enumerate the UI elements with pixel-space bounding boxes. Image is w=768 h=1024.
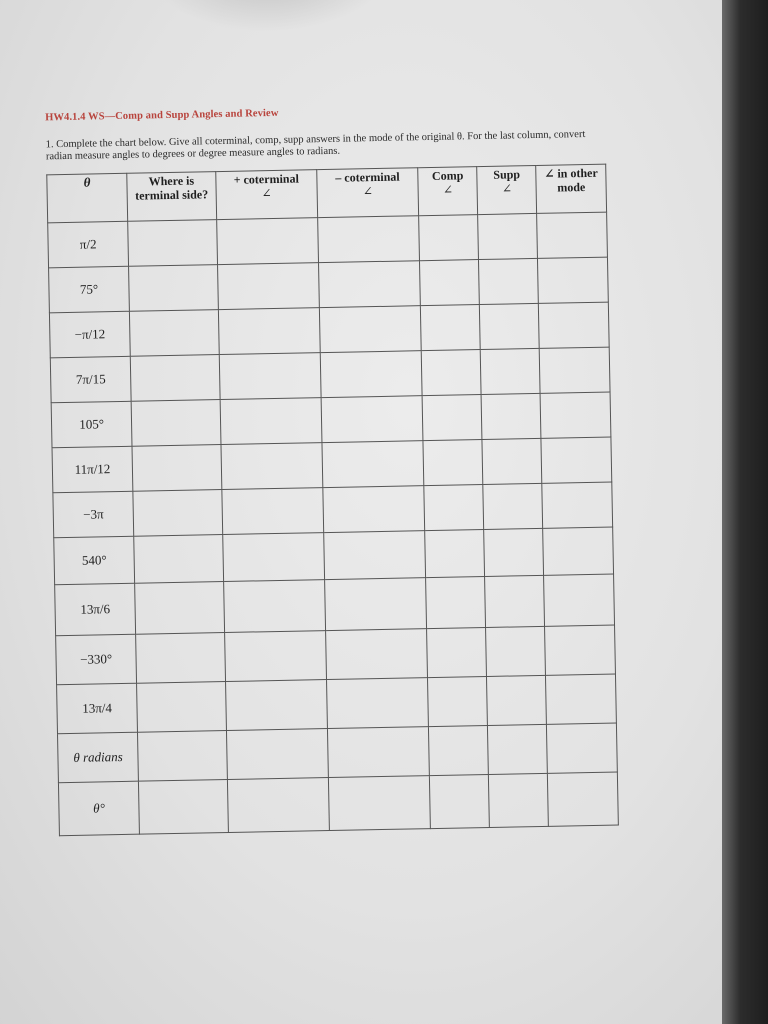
answer-cell[interactable] (221, 443, 323, 490)
instructions: 1. Complete the chart below. Give all coterminal, comp, supp answers in the mode of the original θ. For the last column, convert radian measure angles to degrees or degree measure angles to radians. (45, 128, 586, 163)
answer-cell[interactable] (419, 215, 479, 261)
theta-cell (48, 221, 129, 268)
angle-icon: ∠ (442, 182, 454, 197)
header-supp: Supp ∠ (477, 165, 537, 214)
theta-value: 540° (81, 552, 107, 568)
theta-value: −π/12 (74, 326, 106, 342)
answer-cell[interactable] (488, 724, 548, 774)
theta-cell (50, 356, 131, 403)
theta-value: 75° (79, 281, 99, 297)
theta-cell (52, 446, 133, 493)
answer-cell[interactable] (128, 220, 217, 267)
answer-cell[interactable] (321, 396, 423, 443)
answer-cell[interactable] (130, 355, 219, 402)
answer-cell[interactable] (423, 440, 483, 486)
answer-cell[interactable] (327, 727, 429, 778)
table-row (58, 772, 618, 836)
answer-cell[interactable] (422, 395, 482, 441)
theta-value: −330° (79, 651, 113, 667)
header-comp: Comp ∠ (418, 167, 478, 216)
answer-cell[interactable] (427, 627, 487, 677)
answer-cell[interactable] (325, 578, 427, 631)
theta-cell (58, 732, 139, 783)
theta-cell (56, 634, 137, 685)
theta-value: 7π/15 (75, 371, 106, 387)
answer-cell[interactable] (134, 535, 223, 584)
theta-cell (49, 311, 130, 358)
angles-chart (46, 164, 619, 837)
answer-cell[interactable] (135, 582, 225, 635)
answer-cell[interactable] (425, 530, 485, 578)
header-theta: θ (47, 173, 128, 223)
answer-cell[interactable] (546, 674, 617, 724)
answer-cell[interactable] (131, 400, 220, 447)
answer-cell[interactable] (430, 774, 490, 828)
theta-cell (58, 781, 139, 836)
answer-cell[interactable] (485, 575, 545, 627)
answer-cell[interactable] (429, 725, 489, 775)
theta-value: π/2 (79, 236, 97, 252)
answer-cell[interactable] (130, 310, 219, 357)
answer-cell[interactable] (487, 675, 547, 725)
answer-cell[interactable] (129, 265, 218, 312)
answer-cell[interactable] (138, 731, 228, 782)
answer-cell[interactable] (324, 531, 426, 580)
answer-cell[interactable] (545, 625, 616, 675)
answer-cell[interactable] (540, 392, 610, 438)
answer-cell[interactable] (479, 258, 539, 304)
answer-cell[interactable] (139, 779, 229, 834)
theta-value: θ° (93, 800, 105, 816)
answer-cell[interactable] (328, 776, 430, 831)
answer-cell[interactable] (537, 212, 607, 258)
answer-cell[interactable] (318, 216, 420, 263)
answer-cell[interactable] (223, 580, 325, 633)
worksheet-title: HW4.1.4 WS—Comp and Supp Angles and Review (45, 107, 279, 124)
angle-icon: ∠ (501, 181, 513, 196)
answer-cell[interactable] (320, 351, 422, 398)
answer-cell[interactable] (322, 441, 424, 488)
answer-cell[interactable] (480, 303, 540, 349)
answer-cell[interactable] (489, 773, 549, 827)
answer-cell[interactable] (424, 485, 484, 531)
header-where: Where is terminal side? (127, 172, 216, 222)
answer-cell[interactable] (323, 486, 425, 533)
theta-cell (54, 536, 135, 585)
answer-cell[interactable] (224, 631, 326, 682)
chart-body (48, 212, 619, 836)
answer-cell[interactable] (226, 729, 328, 780)
answer-cell[interactable] (132, 445, 221, 492)
answer-cell[interactable] (216, 218, 318, 265)
answer-cell[interactable] (222, 488, 324, 535)
answer-cell[interactable] (319, 306, 421, 353)
theta-cell (55, 583, 136, 636)
answer-cell[interactable] (222, 533, 324, 582)
answer-cell[interactable] (327, 678, 429, 729)
answer-cell[interactable] (544, 574, 615, 626)
answer-cell[interactable] (540, 347, 610, 393)
answer-cell[interactable] (225, 680, 327, 731)
header-other-mode: ∠ in other mode (536, 164, 607, 213)
theta-value: 13π/6 (80, 601, 111, 617)
answer-cell[interactable] (136, 633, 226, 684)
answer-cell[interactable] (484, 528, 544, 576)
theta-cell (49, 266, 130, 313)
theta-cell (53, 491, 134, 538)
answer-cell[interactable] (541, 437, 611, 483)
answer-cell[interactable] (482, 438, 542, 484)
answer-cell[interactable] (220, 398, 322, 445)
answer-cell[interactable] (218, 308, 320, 355)
answer-cell[interactable] (478, 213, 538, 259)
theta-value: 13π/4 (82, 700, 113, 716)
shadow (149, 0, 391, 34)
answer-cell[interactable] (481, 348, 541, 394)
answer-cell[interactable] (543, 527, 614, 575)
answer-cell[interactable] (547, 723, 618, 773)
worksheet-content (45, 100, 699, 836)
answer-cell[interactable] (421, 305, 481, 351)
header-minus-coterminal: – coterminal ∠ (317, 168, 419, 218)
answer-cell[interactable] (483, 483, 543, 529)
answer-cell[interactable] (227, 778, 329, 833)
theta-cell (57, 683, 138, 734)
answer-cell[interactable] (539, 302, 609, 348)
answer-cell[interactable] (319, 261, 421, 308)
answer-cell[interactable] (219, 353, 321, 400)
answer-cell[interactable] (426, 577, 486, 629)
answer-cell[interactable] (538, 257, 608, 303)
answer-cell[interactable] (481, 393, 541, 439)
theta-value: −3π (83, 506, 104, 522)
table-surface-edge (722, 0, 768, 1024)
answer-cell[interactable] (486, 626, 546, 676)
angle-icon: ∠ (362, 184, 373, 199)
theta-value: θ radians (73, 748, 123, 765)
theta-value: 11π/12 (74, 461, 111, 477)
answer-cell[interactable] (137, 682, 227, 733)
answer-cell[interactable] (133, 490, 222, 537)
answer-cell[interactable] (420, 260, 480, 306)
answer-cell[interactable] (217, 263, 319, 310)
answer-cell[interactable] (326, 629, 428, 680)
theta-cell (51, 401, 132, 448)
header-plus-coterminal: + coterminal ∠ (215, 170, 317, 220)
answer-cell[interactable] (548, 772, 619, 826)
answer-cell[interactable] (421, 350, 481, 396)
theta-value: 105° (79, 416, 105, 432)
answer-cell[interactable] (428, 676, 488, 726)
angle-icon: ∠ (261, 186, 272, 201)
answer-cell[interactable] (542, 482, 612, 528)
